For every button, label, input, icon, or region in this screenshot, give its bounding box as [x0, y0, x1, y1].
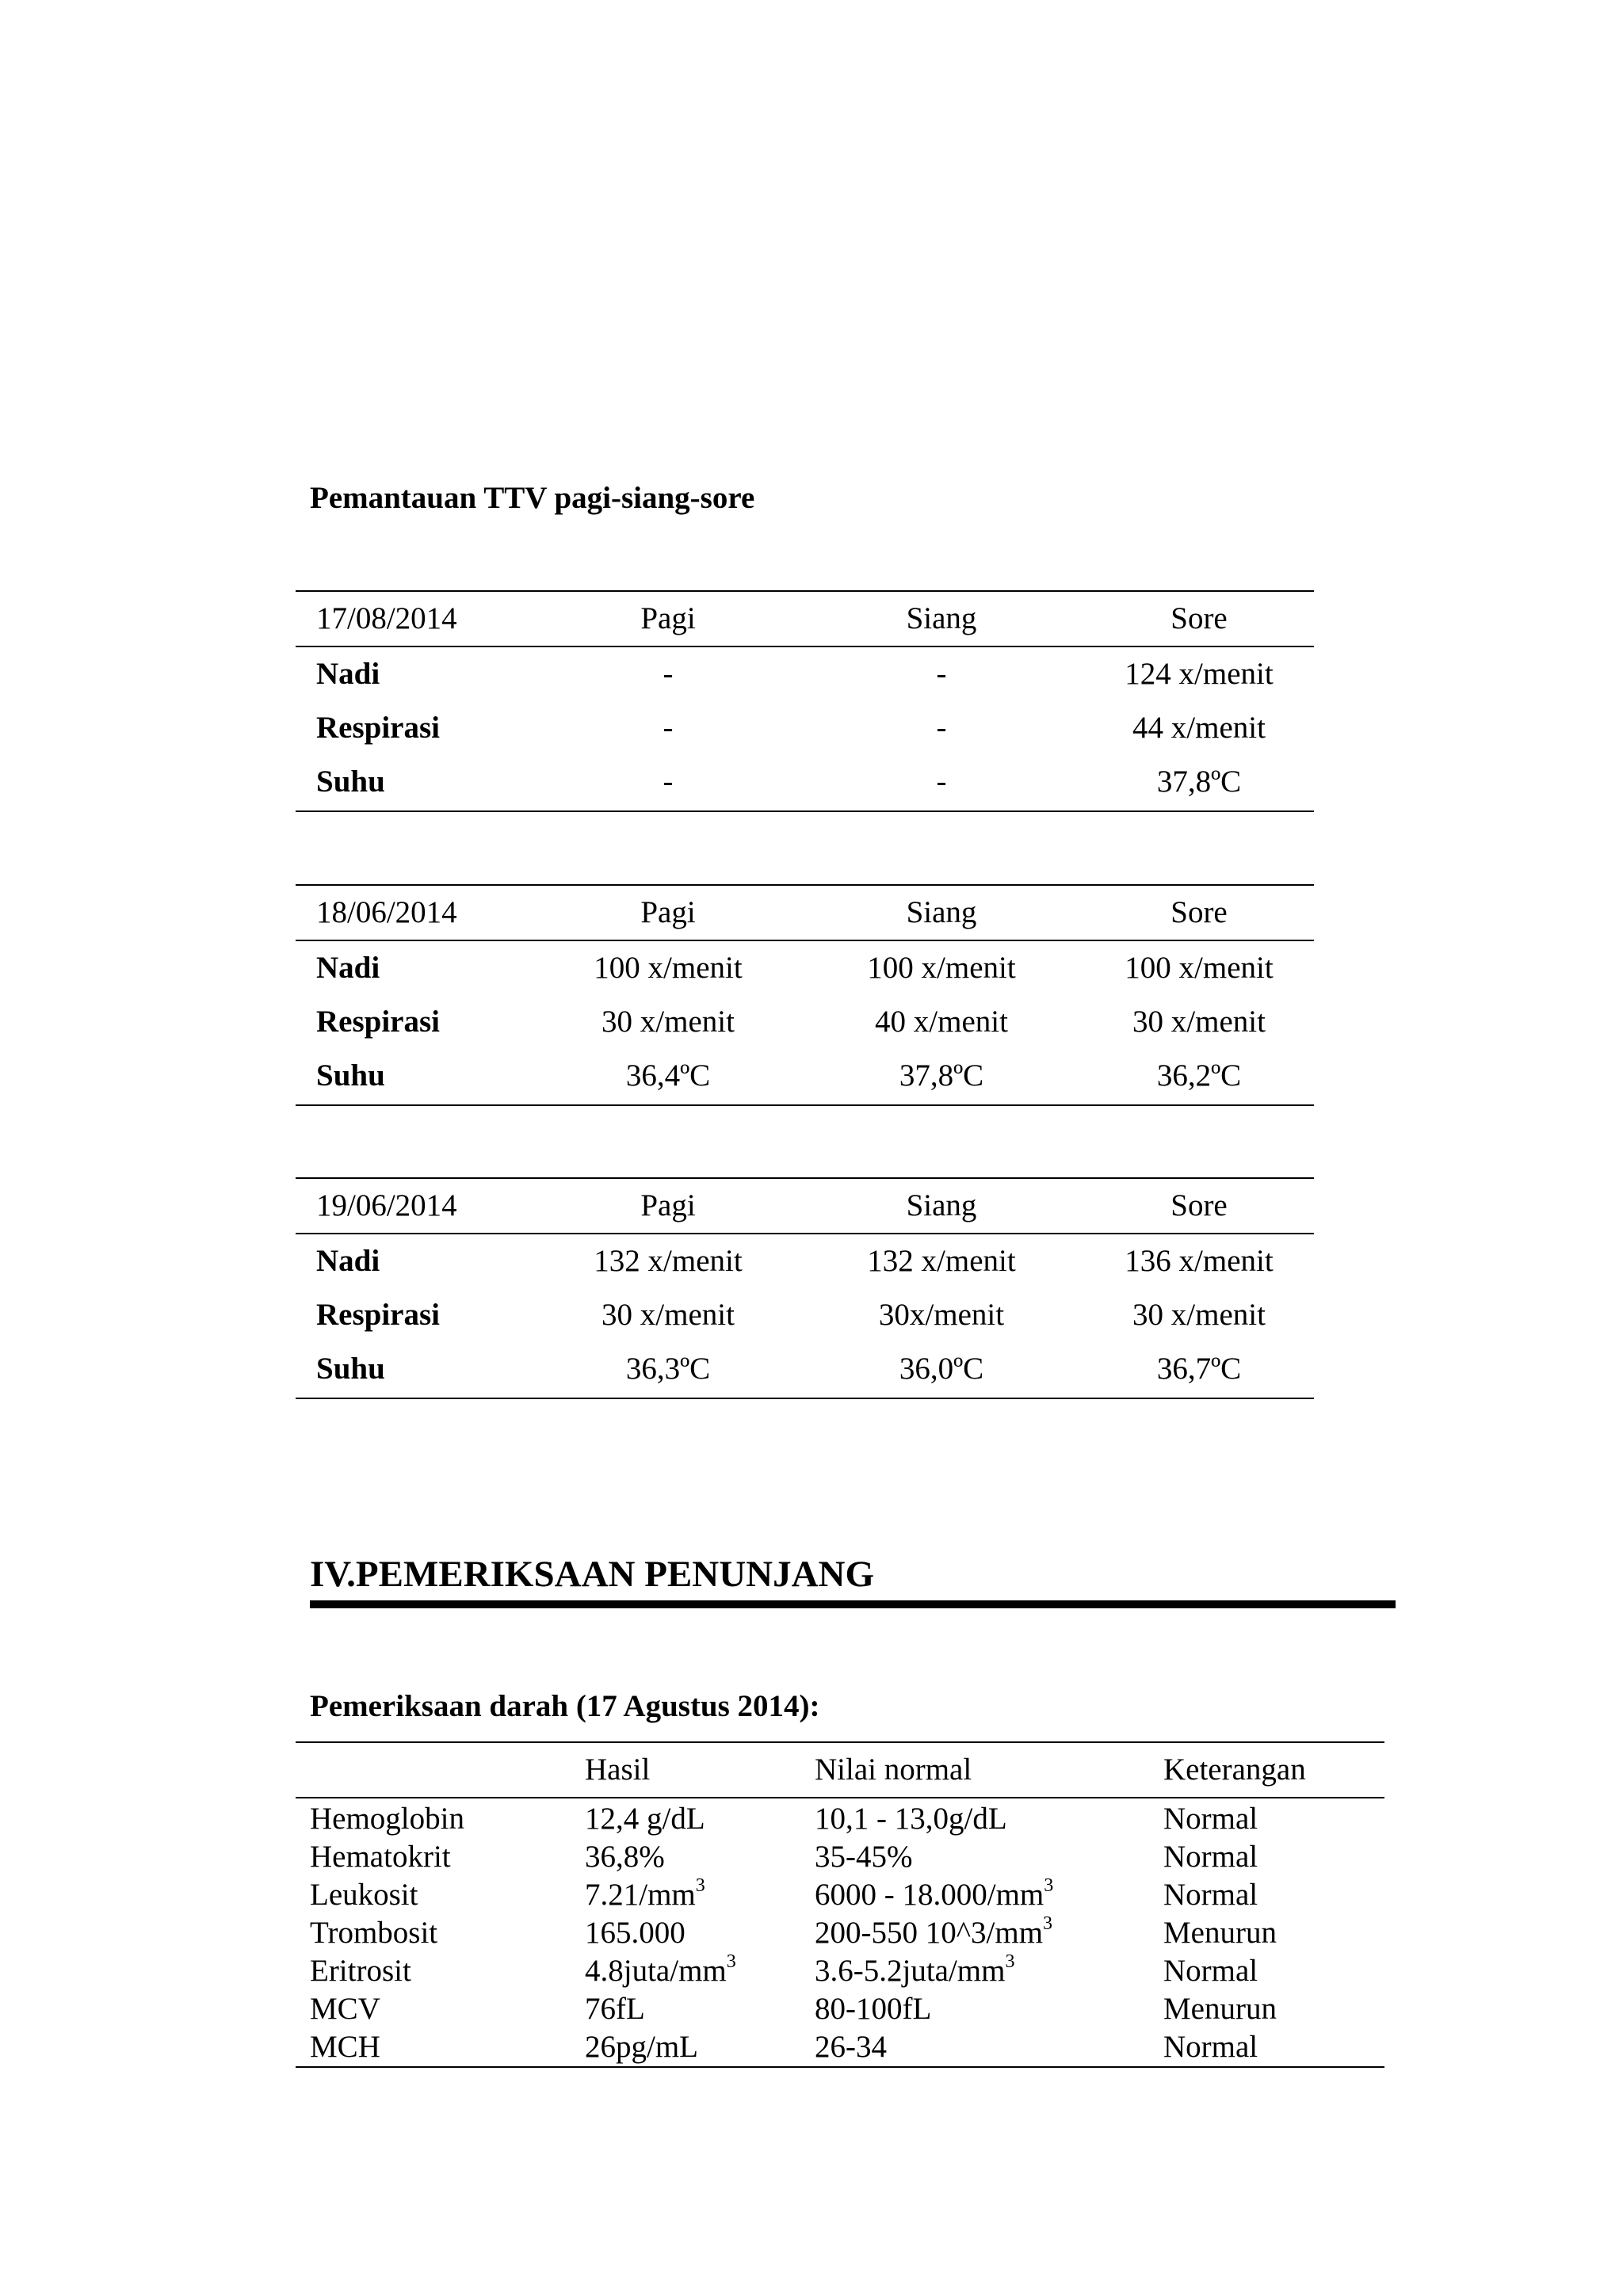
value-pagi: 100 x/menit [594, 951, 743, 985]
row-label: Respirasi [316, 1005, 440, 1039]
test-normal-range: 35-45% [815, 1840, 913, 1874]
row-label: Respirasi [316, 711, 440, 745]
ttv-table-1 [296, 590, 1314, 812]
blood-test-caption: Pemeriksaan darah (17 Agustus 2014): [310, 1689, 820, 1723]
test-name: Hemoglobin [310, 1802, 464, 1836]
col-hasil: Hasil [585, 1753, 651, 1787]
value-pagi: - [663, 657, 674, 691]
value-siang: - [936, 657, 947, 691]
value-sore: 36,2ºC [1156, 1058, 1242, 1093]
test-remark: Normal [1163, 2030, 1258, 2064]
row-label: Respirasi [316, 1298, 440, 1332]
test-remark: Menurun [1163, 1992, 1277, 2026]
ttv-table-header [296, 886, 1314, 941]
value-siang: - [936, 765, 947, 799]
row-label: Nadi [316, 657, 380, 691]
blood-row-hemoglobin [296, 1800, 1384, 1838]
test-normal-range: $3.6-5.2juta/mm^3$ [815, 1951, 1015, 1988]
value-siang: 40 x/menit [875, 1005, 1008, 1039]
value-pagi: - [663, 711, 674, 745]
value-pagi: - [663, 765, 674, 799]
test-normal-range: 80-100fL [815, 1992, 932, 2026]
test-name: MCH [310, 2030, 380, 2064]
value-siang: 36,0ºC [899, 1352, 984, 1386]
value-sore: 100 x/menit [1125, 951, 1274, 985]
row-label: Suhu [316, 1058, 385, 1093]
value-siang: 37,8ºC [899, 1058, 984, 1093]
ttv-row-respirasi [296, 995, 1314, 1049]
col-siang: Siang [906, 895, 977, 929]
value-sore: 37,8ºC [1156, 765, 1242, 799]
col-pagi: Pagi [640, 895, 696, 929]
ttv-heading: Pemantauan TTV pagi-siang-sore [310, 481, 755, 515]
col-pagi: Pagi [640, 601, 696, 635]
ttv-row-nadi [296, 1234, 1314, 1288]
ttv-row-nadi [296, 941, 1314, 995]
row-label: Suhu [316, 1352, 385, 1386]
col-nilai-normal: Nilai normal [815, 1753, 972, 1787]
col-sore: Sore [1170, 601, 1228, 635]
value-pagi: 132 x/menit [594, 1244, 743, 1278]
ttv-date: 17/08/2014 [316, 601, 457, 635]
test-result: 36,8% [585, 1840, 665, 1874]
test-remark: Normal [1163, 1840, 1258, 1874]
ttv-row-nadi [296, 647, 1314, 701]
test-normal-range: 200-550 $10\^{}3/mm^3$ [815, 1913, 1053, 1950]
value-sore: 30 x/menit [1132, 1298, 1266, 1332]
ttv-table-header [296, 592, 1314, 647]
test-remark: Normal [1163, 1878, 1258, 1912]
col-pagi: Pagi [640, 1188, 696, 1222]
blood-row-eritrosit [296, 1952, 1384, 1990]
blood-row-mcv [296, 1990, 1384, 2028]
blood-row-mch [296, 2028, 1384, 2066]
blood-test-table [296, 1741, 1384, 2068]
row-label: Suhu [316, 765, 385, 799]
ttv-row-respirasi [296, 1288, 1314, 1342]
value-pagi: 36,4ºC [625, 1058, 711, 1093]
value-siang: 30x/menit [878, 1298, 1005, 1332]
ttv-row-suhu [296, 755, 1314, 809]
value-sore: 136 x/menit [1125, 1244, 1274, 1278]
section-title: IV.PEMERIKSAAN PENUNJANG [310, 1554, 875, 1595]
test-normal-range: $6000 - 18.000/mm^3$ [815, 1875, 1054, 1912]
blood-row-hematokrit [296, 1838, 1384, 1876]
ttv-table-3 [296, 1177, 1314, 1399]
blood-row-trombosit [296, 1914, 1384, 1952]
value-siang: 132 x/menit [867, 1244, 1016, 1278]
test-result: 165.000 [585, 1916, 685, 1950]
test-normal-range: 26-34 [815, 2030, 887, 2064]
ttv-row-respirasi [296, 701, 1314, 755]
test-result: 12,4 g/dL [585, 1802, 705, 1836]
row-label: Nadi [316, 1244, 380, 1278]
value-pagi: 30 x/menit [601, 1005, 735, 1039]
ttv-row-suhu [296, 1342, 1314, 1396]
value-sore: 36,7ºC [1156, 1352, 1242, 1386]
test-result: $7.21/mm^3$ [585, 1875, 705, 1912]
value-siang: 100 x/menit [867, 951, 1016, 985]
test-remark: Normal [1163, 1954, 1258, 1988]
value-pagi: 30 x/menit [601, 1298, 735, 1332]
value-sore: 44 x/menit [1132, 711, 1266, 745]
col-siang: Siang [906, 601, 977, 635]
section-heading [310, 1547, 1396, 1608]
col-siang: Siang [906, 1188, 977, 1222]
test-remark: Menurun [1163, 1916, 1277, 1950]
test-name: Eritrosit [310, 1954, 411, 1988]
ttv-date: 19/06/2014 [316, 1188, 457, 1222]
row-label: Nadi [316, 951, 380, 985]
col-sore: Sore [1170, 895, 1228, 929]
ttv-date: 18/06/2014 [316, 895, 457, 929]
test-result: $4.8juta/mm^3$ [585, 1951, 736, 1988]
value-pagi: 36,3ºC [625, 1352, 711, 1386]
value-siang: - [936, 711, 947, 745]
test-name: Leukosit [310, 1878, 418, 1912]
test-result: 76fL [585, 1992, 645, 2026]
test-name: MCV [310, 1992, 380, 2026]
test-name: Trombosit [310, 1916, 438, 1950]
ttv-table-header [296, 1179, 1314, 1234]
blood-table-header [296, 1743, 1384, 1798]
ttv-table-2 [296, 884, 1314, 1106]
test-result: 26pg/mL [585, 2030, 698, 2064]
value-sore: 124 x/menit [1125, 657, 1274, 691]
ttv-row-suhu [296, 1049, 1314, 1103]
col-sore: Sore [1170, 1188, 1228, 1222]
test-remark: Normal [1163, 1802, 1258, 1836]
blood-row-leukosit [296, 1876, 1384, 1914]
value-sore: 30 x/menit [1132, 1005, 1266, 1039]
col-keterangan: Keterangan [1163, 1753, 1306, 1787]
test-name: Hematokrit [310, 1840, 451, 1874]
test-normal-range: 10,1 - 13,0g/dL [815, 1802, 1007, 1836]
